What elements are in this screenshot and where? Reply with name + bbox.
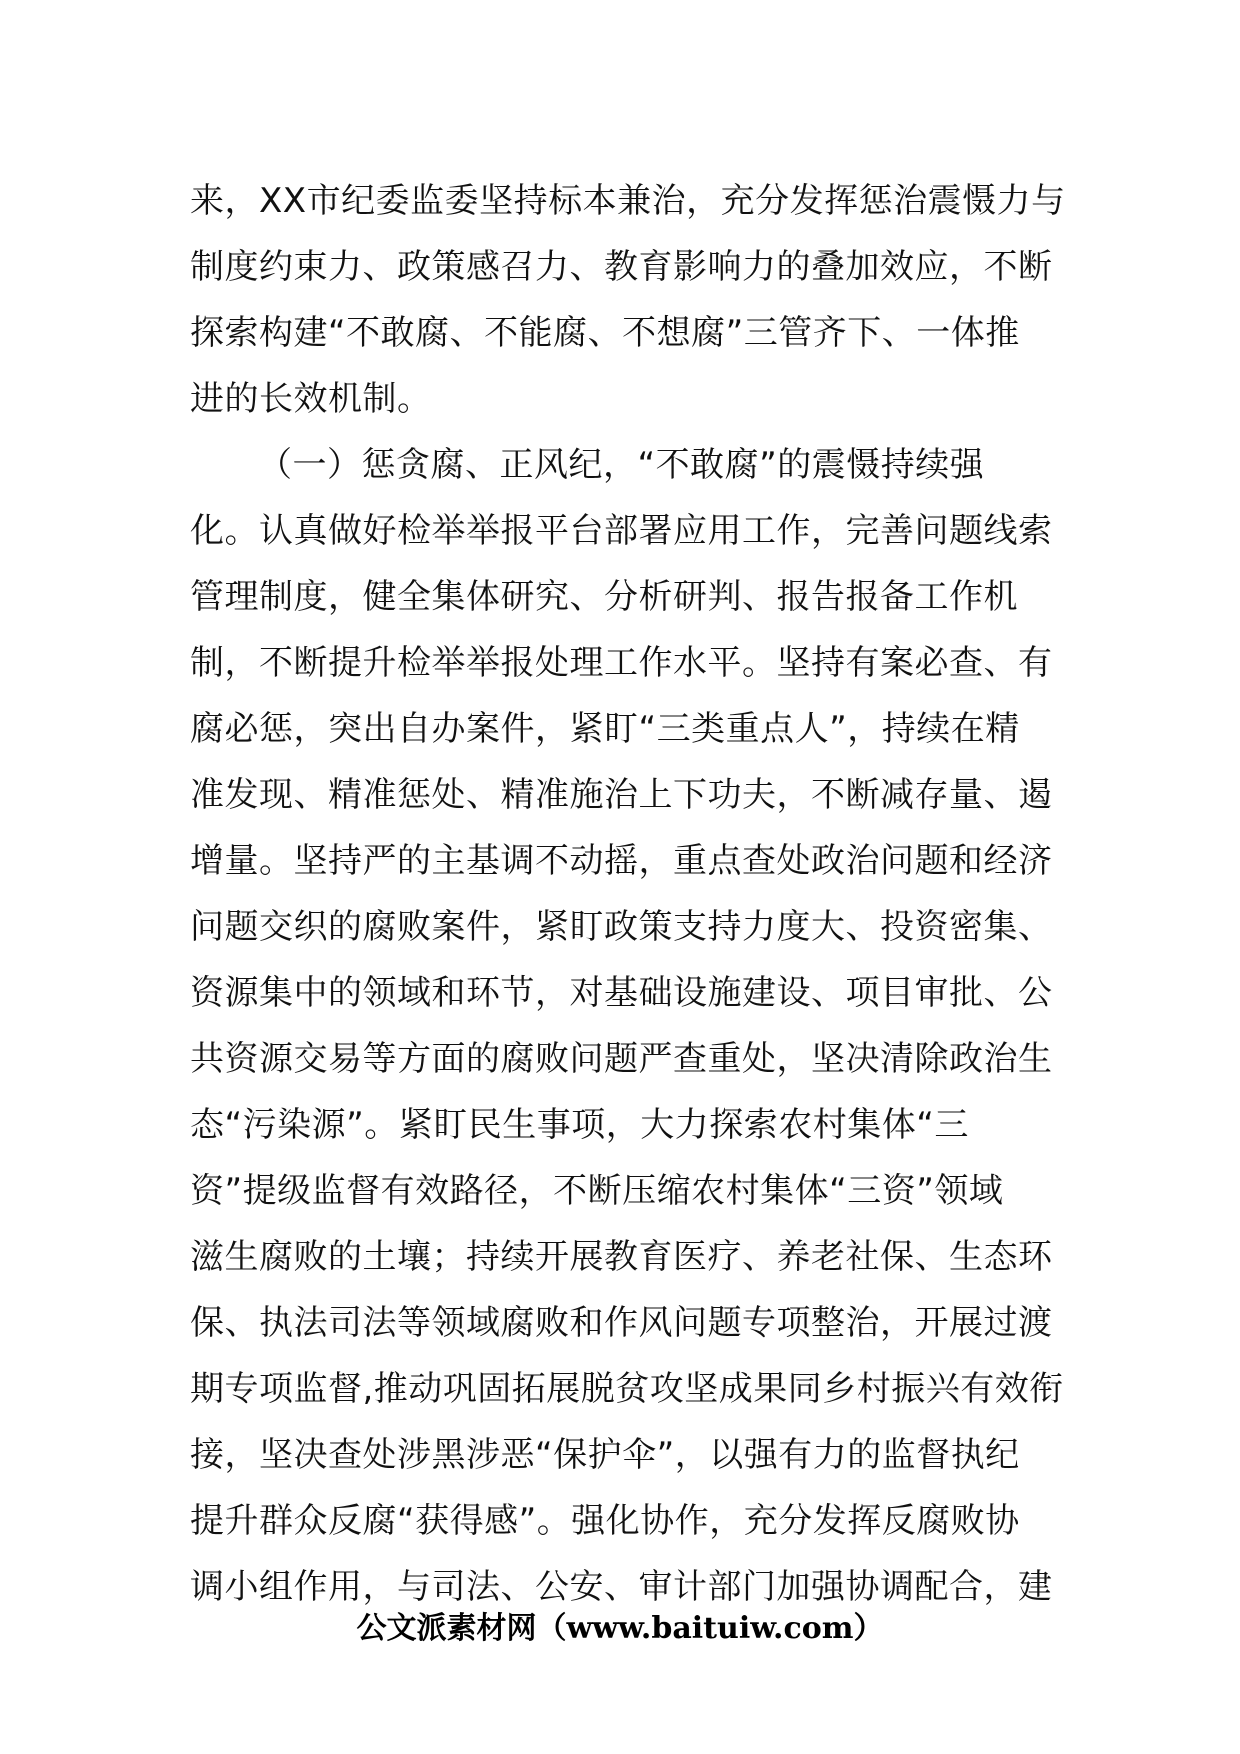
- text-line: 问题交织的腐败案件，紧盯政策支持力度大、投资密集、: [190, 907, 1053, 947]
- text-line: 探索构建“不敢腐、不能腐、不想腐”三管齐下、一体推: [190, 313, 1020, 353]
- text-line: 共资源交易等方面的腐败问题严查重处，坚决清除政治生: [190, 1039, 1053, 1079]
- text-line: 管理制度，健全集体研究、分析研判、报告报备工作机: [190, 577, 1018, 617]
- text-line: 接，坚决查处涉黑涉恶“保护伞”，以强有力的监督执纪: [190, 1435, 1020, 1475]
- footer-watermark: 公文派素材网（www.baituiw.com）: [356, 1611, 884, 1646]
- section-heading-line: （一）惩贪腐、正风纪，“不敢腐”的震慑持续强: [258, 445, 985, 485]
- text-line: 调小组作用，与司法、公安、审计部门加强协调配合，建: [190, 1567, 1053, 1607]
- text-line: 制度约束力、政策感召力、教育影响力的叠加效应，不断: [190, 247, 1053, 287]
- text-line: 期专项监督,推动巩固拓展脱贫攻坚成果同乡村振兴有效衔: [190, 1369, 1064, 1409]
- text-line: 资”提级监督有效路径，不断压缩农村集体“三资”领域: [190, 1171, 1004, 1211]
- text-line: 化。认真做好检举举报平台部署应用工作，完善问题线索: [190, 511, 1053, 551]
- text-line: 腐必惩，突出自办案件，紧盯“三类重点人”，持续在精: [190, 709, 1020, 749]
- text-line: 态“污染源”。紧盯民生事项，大力探索农村集体“三: [190, 1105, 969, 1145]
- text-line: 制，不断提升检举举报处理工作水平。坚持有案必查、有: [190, 643, 1053, 683]
- text-line: 来，XX市纪委监委坚持标本兼治，充分发挥惩治震慑力与: [190, 181, 1066, 221]
- text-line: 准发现、精准惩处、精准施治上下功夫，不断减存量、遏: [190, 775, 1053, 815]
- text-line: 增量。坚持严的主基调不动摇，重点查处政治问题和经济: [190, 841, 1053, 881]
- text-line: 进的长效机制。: [190, 379, 432, 419]
- text-line: 资源集中的领域和环节，对基础设施建设、项目审批、公: [190, 973, 1053, 1013]
- text-line: 提升群众反腐“获得感”。强化协作，充分发挥反腐败协: [190, 1501, 1020, 1541]
- body-text: [190, 168, 1066, 1620]
- text-line: 保、执法司法等领域腐败和作风问题专项整治，开展过渡: [190, 1303, 1053, 1343]
- text-line: 滋生腐败的土壤；持续开展教育医疗、养老社保、生态环: [190, 1237, 1053, 1277]
